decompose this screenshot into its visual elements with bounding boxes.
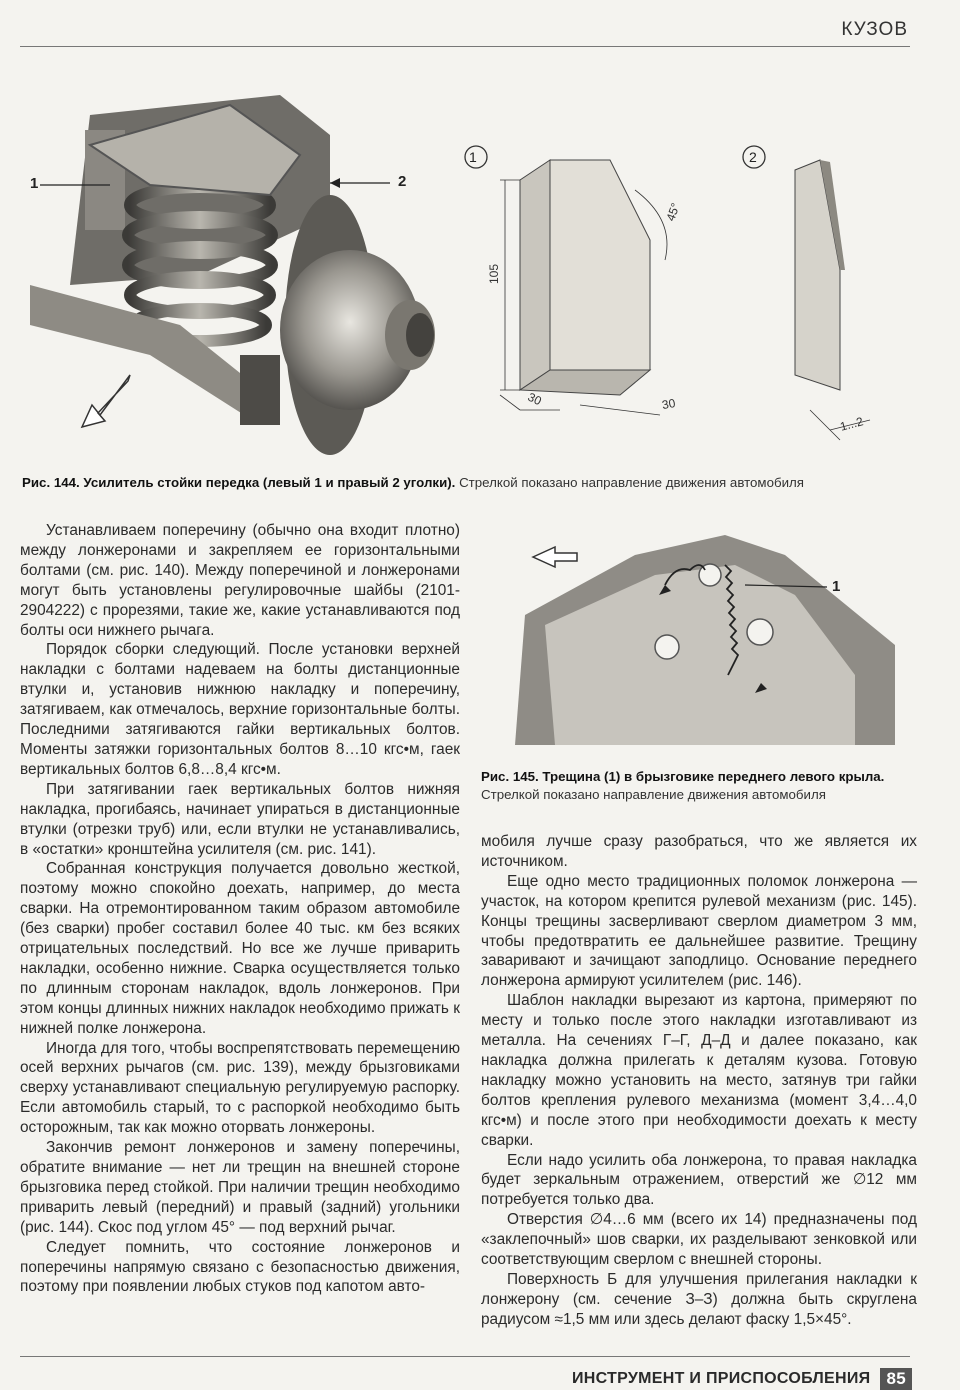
header-rule [20, 46, 910, 47]
angle-label: 45° [663, 201, 683, 223]
paragraph: Следует помнить, что состояние лонжеронов и поперечины напрямую связано с безопасностью движения, поэтому при появлении любых стуков под капотом авто- [20, 1238, 460, 1296]
paragraph: Собранная конструкция получается довольно жесткой, поэтому можно спокойно доехать, например, до места сварки. На отремонтированном таким образом автомобиле (без сварки) пробег составил более 40 тыс. км без всяких отрицательных последствий. Но все же лучше приварить накладки, особенно нижние. Сварка осуществляется только по длинным сторонам накладок, вдоль лонжеронов. При этом концы длинных нижних накладок необходимо прижать к нижней полке лонжерона. [20, 860, 460, 1037]
figure-144-caption [22, 474, 922, 492]
corner-part-2-drawing [740, 140, 940, 460]
paragraph: Устанавливаем поперечину (обычно она входит плотно) между лонжеронами и закрепляем ее горизонтальными болтами (см. рис. 140). Между поперечиной и лонжеронами могут быть установлены регулировочные шайбы (2101-2904222) с прорезями, такие же, какие устанавливаются под болты оси нижнего рычага. [20, 522, 460, 639]
right-text-column [481, 832, 917, 1330]
part-2-label: 2 [749, 149, 757, 165]
dimension-width-a: 30 [525, 389, 544, 409]
figure-145-caption [481, 768, 921, 804]
footer-title: ИНСТРУМЕНТ И ПРИСПОСОБЛЕНИЯ [571, 1370, 871, 1387]
callout-2: 2 [398, 173, 407, 190]
left-text-column [20, 521, 460, 1297]
corner-part-1-drawing [460, 140, 720, 460]
paragraph: Шаблон накладки вырезают из картона, примеряют по месту и только после этого накладки изготавливают из металла. На сечениях Г–Г, Д–Д и далее показано, как накладка должна прилегать к деталям кузова. Готовую накладку можно установить на место, затянув три гайки болтов крепления рулевого механизма (момент 3,4…4,0 кгс•м) и после этого при необходимости доехать к месту сварки. [481, 992, 917, 1149]
figure-145-caption-text: Стрелкой показано направление движения автомобиля [481, 787, 826, 802]
paragraph: Если надо усилить оба лонжерона, то правая накладка будет зеркальным отражением, отверстий же ∅12 мм потребуется только два. [481, 1151, 917, 1209]
dimension-width-b: 30 [660, 395, 677, 413]
paragraph: Иногда для того, чтобы воспрепятствовать перемещению осей верхних рычагов (см. рис. 139), между брызговиками сверху устанавливают специальную регулируемую распорку. Если автомобиль старый, то с распоркой необходимо быть осторожным, так как можно оторвать лонжероны. [20, 1039, 460, 1137]
paragraph: Порядок сборки следующий. После установки верхней накладки с болтами надеваем на болты дистанционные втулки и, установив нижнюю накладку и поперечину, затягиваем, как отмечалось, верхние горизонтальные болты. Последними затягиваются гайки вертикальных болтов. Моменты затяжки горизонтальных болтов 8…10 кгс•м, гаек вертикальных болтов 6,8…8,4 кгс•м. [20, 641, 460, 778]
paragraph: Еще одно место традиционных поломок лонжерона — участок, на котором крепится рулевой механизм (рис. 145). Концы трещины засверливают сверлом диаметром 3 мм, чтобы предотвратить ее дальнейшее развитие. Трещину заваривают и зачищают заподлицо. Основание переднего лонжерона армируют усилителем (рис. 146). [481, 872, 917, 990]
paragraph: Отверстия ∅4…6 мм (всего их 14) предназначены под «заклепочный» шов сварки, их разделывают зенковкой или соответствующим сверлом с внешней стороны. [481, 1211, 917, 1269]
paragraph: При затягивании гаек вертикальных болтов нижняя накладка, прогибаясь, начинает упираться в дистанционные втулки (отрезки труб) или, если втулки не устанавливались, в «остатки» кронштейна усилителя (см. рис. 141). [20, 780, 460, 858]
callout-1: 1 [30, 175, 39, 192]
page-number: 85 [880, 1368, 912, 1390]
thickness-label: 1...2 [838, 414, 865, 434]
page-footer [572, 1368, 912, 1390]
footer-rule [20, 1356, 910, 1357]
dimension-height: 105 [487, 263, 502, 285]
figure-144-caption-text: Стрелкой показано направление движения автомобиля [455, 475, 804, 490]
figure-144-caption-bold: Рис. 144. Усилитель стойки передка (левый 1 и правый 2 уголки). [22, 475, 456, 490]
part-1-label: 1 [469, 149, 477, 165]
paragraph: мобиля лучше сразу разобраться, что же является их источником. [481, 833, 917, 870]
figure-144-suspension-image [30, 75, 450, 465]
figure-145-caption-bold: Рис. 145. Трещина (1) в брызговике переднего левого крыла. [481, 769, 885, 784]
paragraph: Закончив ремонт лонжеронов и замену поперечины, обратите внимание — нет ли трещин на внешней стороне брызговика перед стойкой. При наличии трещин необходимо приварить левый (передний) и правый (задний) угольники (рис. 144). Скос под углом 45° — под верхний рычаг. [20, 1139, 460, 1236]
crack-callout-1: 1 [832, 578, 841, 595]
section-title: КУЗОВ [841, 19, 908, 40]
paragraph: Поверхность Б для улучшения прилегания накладки к лонжерону (см. сечение З–З) должна быть скруглена радиусом ≈1,5 мм или здесь делают фаску 1,5×45°. [481, 1270, 917, 1328]
figure-145-crack-image [515, 535, 895, 745]
